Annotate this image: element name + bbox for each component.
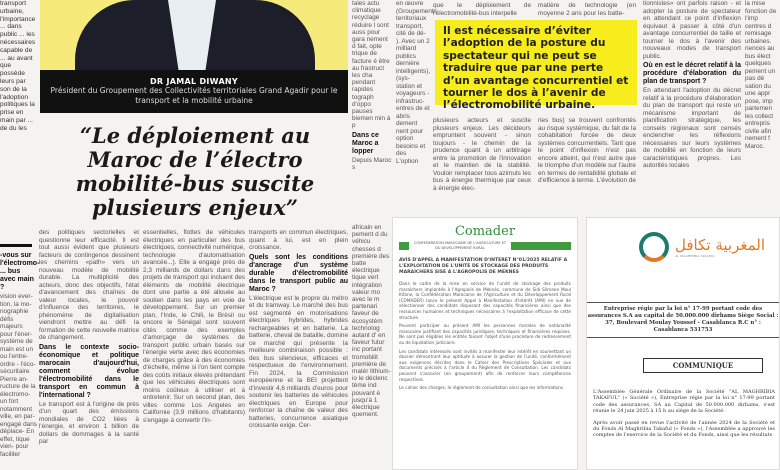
takaful-logo [639, 232, 779, 262]
takaful-p1: L'Assemblée Générale Ordinaire de la Société "AL MAGHRIBIA TAKAFUL" (« Société »), Entreprise régie par la loi n° 17-99 portant code des assurances, SA au Capital de 50.000.000 dirhams, s'est réunie le 24 juin 2025 à 15 h au siège de la Société. [593, 389, 775, 415]
hands-logo-icon [639, 232, 669, 262]
right-col-b-top: que le déploiement de l'électromobilité-bus interpelle [433, 2, 531, 17]
communique-title: COMMUNIQUE [643, 358, 763, 373]
headline: “Le déploiement au Maroc de l’électro mobilité-bus suscite plusieurs enjeux” [75, 123, 315, 220]
col-d-top: tionnistes» ont parfois raison - et adopter la posture de spectateur en attendant ce point d'inflexion équivaut à passer à côté d'un avantage concurrentiel de taille et tourner le dos à l'avenir des nouveaux modes de transport public. [643, 0, 741, 60]
comader-p3: Les candidats intéressés sont invités à manifester leur intérêt en soumettant un dossier démontrant leur aptitude à assurer la gestion de l'unité, conformément aux exigences décrites dans le Cahier des Prescriptions Spéciales et aux documents précisés à l'article 4 du Règlement de Consultation. Les candidats peuvent s'associer (en groupement) afin de renforcer leurs compétences respectives. [399, 348, 571, 382]
left-question: -vous sur l'électromo- ... bus avec main ? [0, 252, 40, 291]
green-band-right [511, 242, 571, 250]
article-col-2: essentielles, flottes de véhicules électriques en particulier des bus électriques, connectivité numérique, technologie d'automatisation avancée...). Elle a engagé près de 2,3 milliards de dollars dans des projets de transport qui incluent des éléments de mobilité électrique dont une partie a été allouée au soutien dans les pays en voie de développement. Sur un premier plan, l'Inde, le Chili, le Brésil ou encore le Sénégal sont souvent cités comme des exemples d'amorçage de systèmes de transport public urbain basés sur l'énergie verte avec des économies de charges grâce à des économies d'échelle, même si l'on tient compte des coûts initiaux élevés prétendant que les véhicules électriques sont moins coûteux à utiliser et à entretenir. Sur un second plan, des villes comme Los Angeles en Californie (3,9 millions d'habitants) s'engage à convertir l'in- [143, 229, 245, 424]
section-rule [0, 244, 32, 247]
right-col-d [643, 0, 741, 170]
left-strip-column [0, 250, 40, 458]
col1b-text: Le transport est à l'origine de près d'un quart des émissions mondiales de CO2 liées à l'énergie, et environ 1 billion de dollars de dommages à la santé par [39, 400, 139, 445]
col5-bottom: Depuis Maroc s [352, 156, 392, 171]
article-col-3 [249, 229, 348, 430]
comader-subtitle: CONFEDERATION MAROCAINE DE L'AGRICULTURE ET DU DEVELOPPEMENT RURAL [413, 241, 507, 250]
question-3: Quels sont les conditions d'ancrage d'un système durable d'électromobilité dans le transport public au Maroc ? [249, 253, 348, 293]
comader-p2: Peuvent participer au présent AMI les personnes morales de nationalité marocaine justifiant des capacités juridiques, techniques et financières requises. Ne sont pas éligibles les entités faisant l'objet d'une procédure de redressement ou de liquidation judiciaire. [399, 323, 571, 345]
takaful-logo-latin: AL MAGHRIBIA TAKAFUL [675, 254, 716, 258]
comader-ad [392, 217, 578, 470]
photo-caption [40, 70, 348, 113]
right-col-a: en œuvre (Groupements territoriaux transport, cité de dé- ). Avec un 2 milliard publics dernière intelligents), (sys- station et voyageurs - infrastruc- entres de et abris dement nent pour option besoins et des L'option [396, 0, 437, 165]
col-d-text: En attendant l'adoption du décret relatif à la procédure d'élaboration du plan de transport qui reste un mécanisme important de planification stratégique, les conseils régionaux sont censés enclencher les réflexions nécessaires sur leurs systèmes de mobilité en fonction de leurs caractéristiques propres. Les autorités locales [643, 87, 741, 169]
right-col-e: la mise fonction de l'imp centres d remisage urbaines. riences au bus élect quelques pement un pas dé sation du une appr pose, imp partemen les collect entrepris civile afin nement f Maroc. [745, 0, 777, 150]
comader-p4: Le cahier des charges, le règlement de consultation ainsi que les informations [399, 385, 563, 391]
right-col-c: ries bus) se trouvent confrontés au risque systémique, du fait de la cohabitation forcée de deux systèmes concurrentiels. Tant que le point d'inflexion n'est pas encore atteint, qui n'est autre que le triomphe d'un modèle sur l'autre en termes de rentabilité globale et d'efficience à terme. L'évolution de [538, 117, 636, 184]
article-col-4: africain en pement d du véhicu chesses d première des batte électrique tique vert intégration valeur mo avec le m partenari faveur de écosystèm technolog autant d' en faveur futur inc portant tromobilit première de matér lithium-io le déclenc tème ind pouvant é jusqu'à 1 électrique quement. [352, 224, 391, 419]
question-2: Dans le contexte socio-économique et politique marocain d'aujourd'hui, comment évolue l'électromobilité dans le transport en commun à l'international ? [39, 343, 139, 399]
takaful-logo-arabic: المغربية تكافل [675, 236, 765, 254]
col3b-text: L'électrique est le propre du métro et du tramway. Le marché des bus est segmenté en motorisations électriques hybrides, hybrides rechargeables et en batterie. La batterie, cheval de bataille, domine ce marché qui présente la meilleure combinaison possible : des bus silencieux, efficaces et respectueux de l'environnement. Fin 2024, la Commission européenne et la BEI projettent d'investir 4,6 milliards d'euros pour soutenir les batteries de véhicules électriques en Europe pour renforcer la chaîne de valeur des batteries, concurrence asiatique croissante exige. Cer- [249, 294, 348, 429]
left-strip-intro: transport urbaine, l'importance ... dans public ... les nécessaires capable de ... au avant que possède leurs par son de la l'adoption politiques la prise en main par ... de du les [0, 0, 36, 132]
comader-logo: Comader [454, 224, 516, 239]
left-text: vision ever- tion, la mo- nographie défis majeurs pour l'éner- système de main est un ou l'entre- ordre - l'éco- sécuritaire Pierre an- ructure de la électromo- un fort notamment ville, en par- engagé dans déplace- En effet, tique vien- pour faciliter [0, 293, 37, 458]
takaful-p2: Après avoir passé en revue l'activité de l'année 2024 de la Société et du Fonds Al Maghribia Takaful (« Fonds »), l'Assemblée a approuvé les comptes de l'exercice de la Société et du Fonds, ainsi que les résultats [593, 419, 775, 439]
takaful-ad [586, 217, 780, 470]
question-mid: Dans ce Maroc a lopper [352, 131, 379, 155]
interviewee-name: DR JAMAL DIWANY [149, 77, 239, 86]
col3a-text: transports en commun électriques, quant à lui, est en plein croissance. [249, 229, 348, 251]
comader-title: AVIS D'APPEL A MANIFESTATION D'INTERET N°01/2025 RELATIF A L'EXPLOITATION DE L'UNITE DE STOCKAGE DES PRODUITS MARAICHERS SISE A L'AGROPOLIS DE MEKNES [399, 258, 568, 275]
article-col-5 [352, 0, 392, 171]
col1-text: des politiques sectorielles et questionne leur efficacité. Il est tout aussi évident que plusieurs facteurs de contingence dessinent les chemins «path» vers un nouveau modèle de mobilité durable. La multiplicité des acteurs, donc des objectifs, l'état d'avancement des chaînes de valeur locales, le pouvoir d'influence des territoires, le phénomène de digitalisation viendront mettre au défi la formation de cette nouvelle matrice de changement. [39, 229, 139, 341]
portrait-photo [40, 0, 348, 70]
right-col-b: plusieurs acteurs et suscite plusieurs enjeux. Les décideurs empruntent souvent - sinon toujours - le chemin de la prudence quant à un arbitrage entre la promotion de l'innovation et le maintien de la stabilité. Vouloir remplacer tous azimuts les bus à énergie thermique par ceux à énergie élec- [433, 117, 531, 192]
comader-p1: Dans le cadre de la mise en service de l'unité de stockage des produits maraîchers implantée à l'Agropolis de Meknès, commune de Sidi Slimane Moul Kifane, la Confédération Marocaine de l'Agriculture et du Développement Rural (COMADER) lance le présent Appel à Manifestation d'Intérêt (AMI) en vue de sélectionner des candidats disposant des capacités financières ainsi que des ressources humaines et techniques nécessaires à l'exploitation efficace de cette structure. [399, 281, 571, 320]
question-4: Où en est le décret relatif à la procédure d'élaboration du plan de transport ? [643, 62, 741, 85]
interviewee-role: Président du Groupement des Collectivités territoriales Grand Agadir pour le transport et la mobilité urbaine [50, 86, 338, 105]
right-col-c-top: matière de technologie (en moyenne 2 ans pour les batte- [538, 2, 636, 17]
col5-top: tales actu climatique recyclage réduire l sont auss pour gara nement d fait, opte trique de facture é être au frastruct les cha pendant rapides tograph d'oppo pauses biemen min à p [352, 0, 391, 130]
article-col-1 [39, 229, 139, 446]
pull-quote: Il est nécessaire d’éviter l’adoption de la posture du spectateur qui ne peut se traduire que par une perte d’un avantage concurrentiel et tourner le dos à l’avenir de l’électromobilité urbaine. [435, 20, 637, 105]
takaful-header: Entreprise régie par la loi n° 17-99 portant code des assurances S.A au capital de 50.000.000 dirhams Siège Social : 37, Boulevard Moulay Youssef - Casablanca R.C n° : Casablanca 531753 [587, 302, 779, 338]
green-band-left [399, 242, 409, 250]
